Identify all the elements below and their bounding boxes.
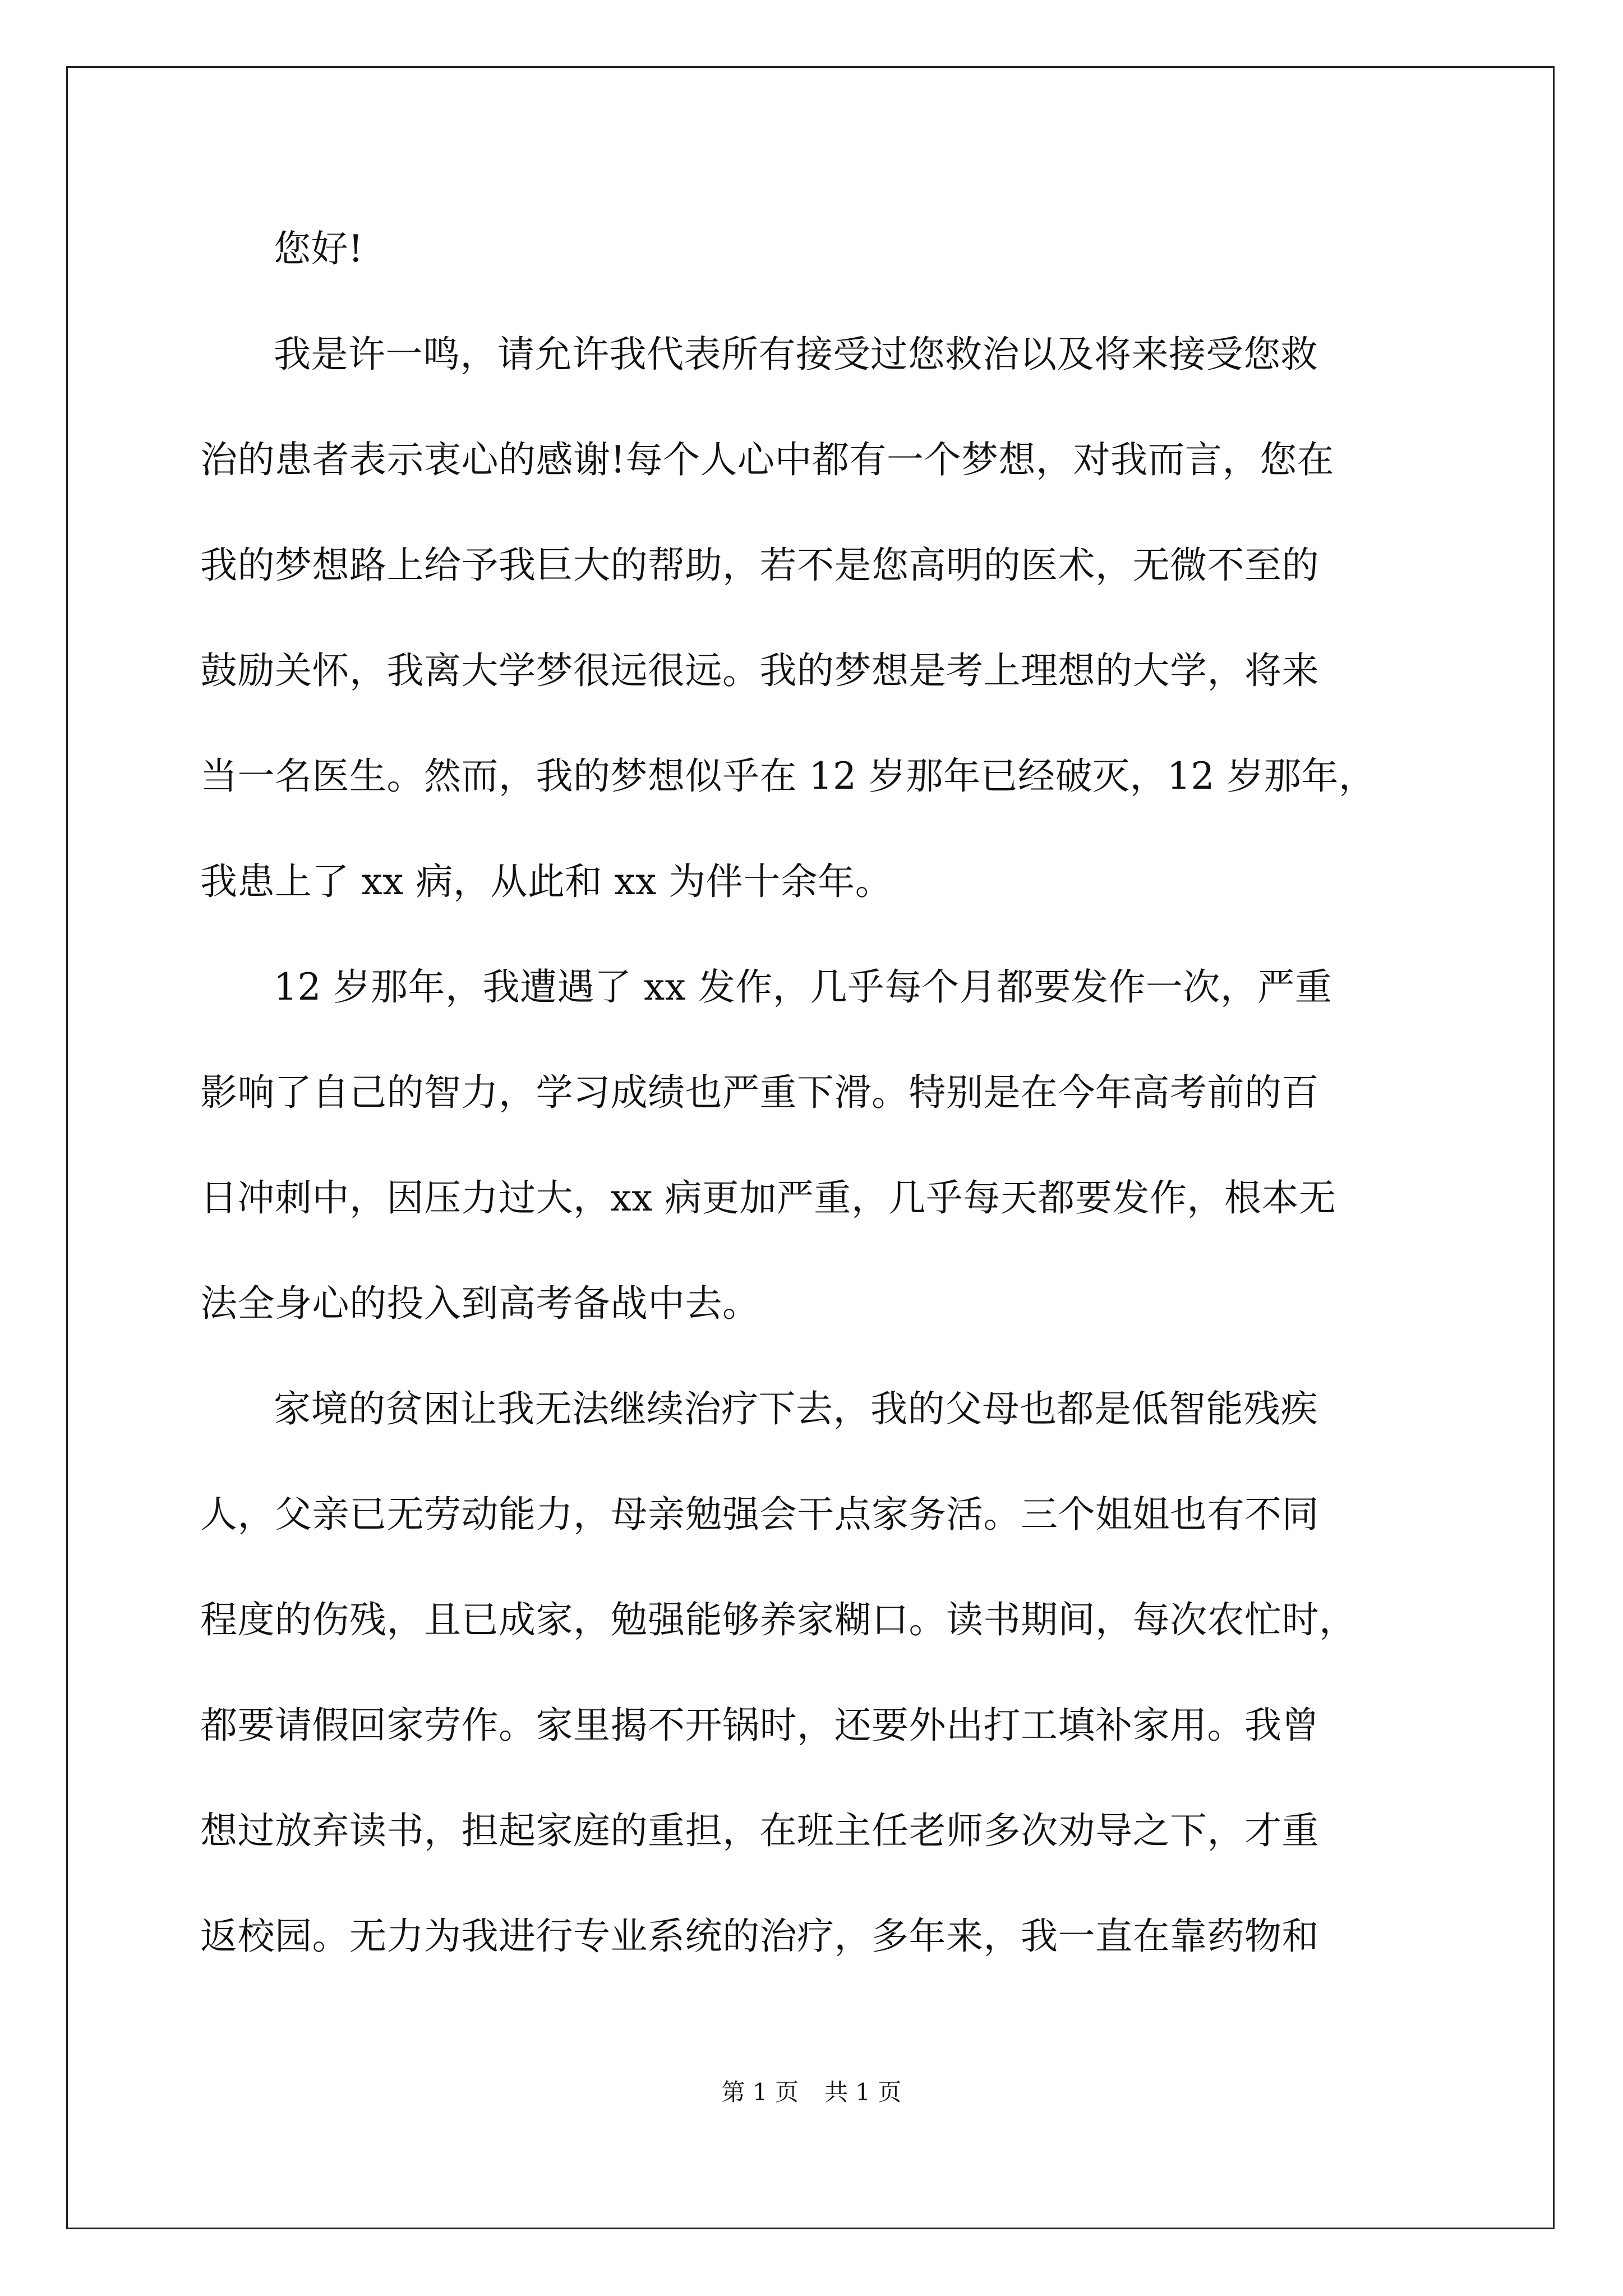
letter-body — [200, 222, 1423, 2015]
paragraph-1-line-3: 我的梦想路上给予我巨大的帮助，若不是您高明的医术，无微不至的 — [200, 544, 1319, 587]
paragraph-3-line-6: 返校园。无力为我进行专业系统的治疗，多年来，我一直在靠药物和 — [200, 1915, 1319, 1958]
paragraph-3-line-3: 程度的伤残，且已成家，勉强能够养家糊口。读书期间，每次农忙时， — [200, 1598, 1357, 1641]
paragraph-2-line-4: 法全身心的投入到高考备战中去。 — [200, 1282, 760, 1325]
paragraph-1-line-2: 治的患者表示衷心的感谢!每个人心中都有一个梦想，对我而言，您在 — [200, 438, 1335, 481]
page-number-current: 第 1 页 — [721, 2078, 799, 2106]
paragraph-2-line-3: 日冲刺中，因压力过大，xx 病更加严重，几乎每天都要发作，根本无 — [200, 1176, 1336, 1220]
page-footer — [0, 2076, 1623, 2109]
paragraph-2-line-2: 影响了自己的智力，学习成绩也严重下滑。特别是在今年高考前的百 — [200, 1071, 1319, 1114]
paragraph-3-line-4: 都要请假回家劳作。家里揭不开锅时，还要外出打工填补家用。我曾 — [200, 1704, 1319, 1747]
paragraph-3-line-5: 想过放弃读书，担起家庭的重担，在班主任老师多次劝导之下，才重 — [200, 1809, 1319, 1852]
page-number-total: 共 1 页 — [824, 2078, 902, 2106]
paragraph-1-line-5: 当一名医生。然而，我的梦想似乎在 12 岁那年已经破灭，12 岁那年， — [200, 754, 1376, 798]
greeting-line: 您好! — [274, 227, 364, 270]
paragraph-1-line-6: 我患上了 xx 病，从此和 xx 为伴十余年。 — [200, 860, 893, 903]
paragraph-2-line-1: 12 岁那年，我遭遇了 xx 发作，几乎每个月都要发作一次，严重 — [274, 965, 1332, 1009]
paragraph-1-line-1: 我是许一鸣，请允许我代表所有接受过您救治以及将来接受您救 — [274, 333, 1318, 376]
paragraph-1-line-4: 鼓励关怀，我离大学梦很远很远。我的梦想是考上理想的大学，将来 — [200, 649, 1319, 692]
paragraph-3-line-1: 家境的贫困让我无法继续治疗下去，我的父母也都是低智能残疾 — [274, 1387, 1318, 1430]
paragraph-3-line-2: 人，父亲已无劳动能力，母亲勉强会干点家务活。三个姐姐也有不同 — [200, 1493, 1319, 1536]
